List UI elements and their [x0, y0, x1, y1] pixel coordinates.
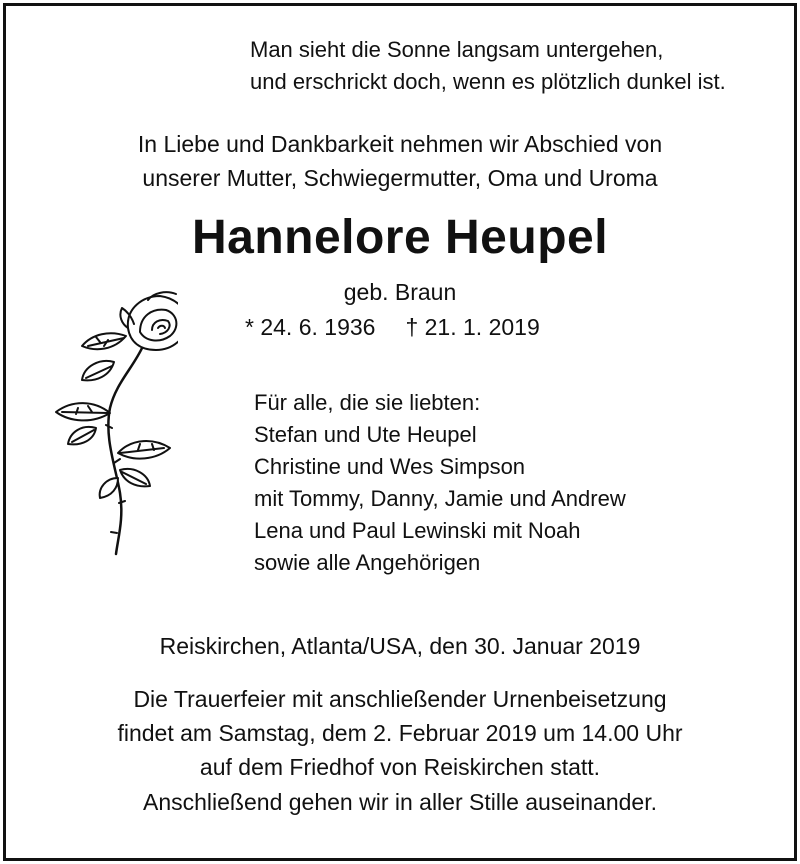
- closing-line: Anschließend gehen wir in aller Stille auseinander.: [143, 789, 657, 815]
- intro-line-1: In Liebe und Dankbarkeit nehmen wir Abschied von: [137, 131, 663, 157]
- service-line-1: Die Trauerfeier mit anschließender Urnenbeisetzung: [133, 686, 667, 712]
- rose-illustration-icon: [48, 288, 178, 558]
- place-date: Reiskirchen, Atlanta/USA, den 30. Januar 2019: [159, 633, 641, 659]
- death-date: † 21. 1. 2019: [405, 314, 540, 340]
- quote: [250, 34, 726, 98]
- mourner-line: mit Tommy, Danny, Jamie und Andrew: [254, 486, 626, 511]
- mourner-line: Christine und Wes Simpson: [254, 454, 526, 479]
- quote-line-2: und erschrickt doch, wenn es plötzlich dunkel ist.: [250, 69, 726, 94]
- service-info: [0, 682, 800, 784]
- birth-date: * 24. 6. 1936: [245, 314, 376, 340]
- intro-line-2: unserer Mutter, Schwiegermutter, Oma und Uroma: [142, 165, 658, 191]
- mourners-list: [254, 387, 626, 579]
- mourner-line: Lena und Paul Lewinski mit Noah: [254, 518, 581, 543]
- service-line-2: findet am Samstag, dem 2. Februar 2019 um 14.00 Uhr: [117, 720, 683, 746]
- maiden-name: geb. Braun: [343, 279, 457, 305]
- quote-line-1: Man sieht die Sonne langsam untergehen,: [250, 37, 664, 62]
- deceased-name: Hannelore Heupel: [191, 211, 609, 264]
- mourner-line: Stefan und Ute Heupel: [254, 422, 477, 447]
- service-line-3: auf dem Friedhof von Reiskirchen statt.: [199, 754, 601, 780]
- mourner-line: sowie alle Angehörigen: [254, 550, 481, 575]
- intro-text: [0, 127, 800, 195]
- mourners-heading: Für alle, die sie liebten:: [254, 390, 481, 415]
- life-dates: [245, 310, 540, 344]
